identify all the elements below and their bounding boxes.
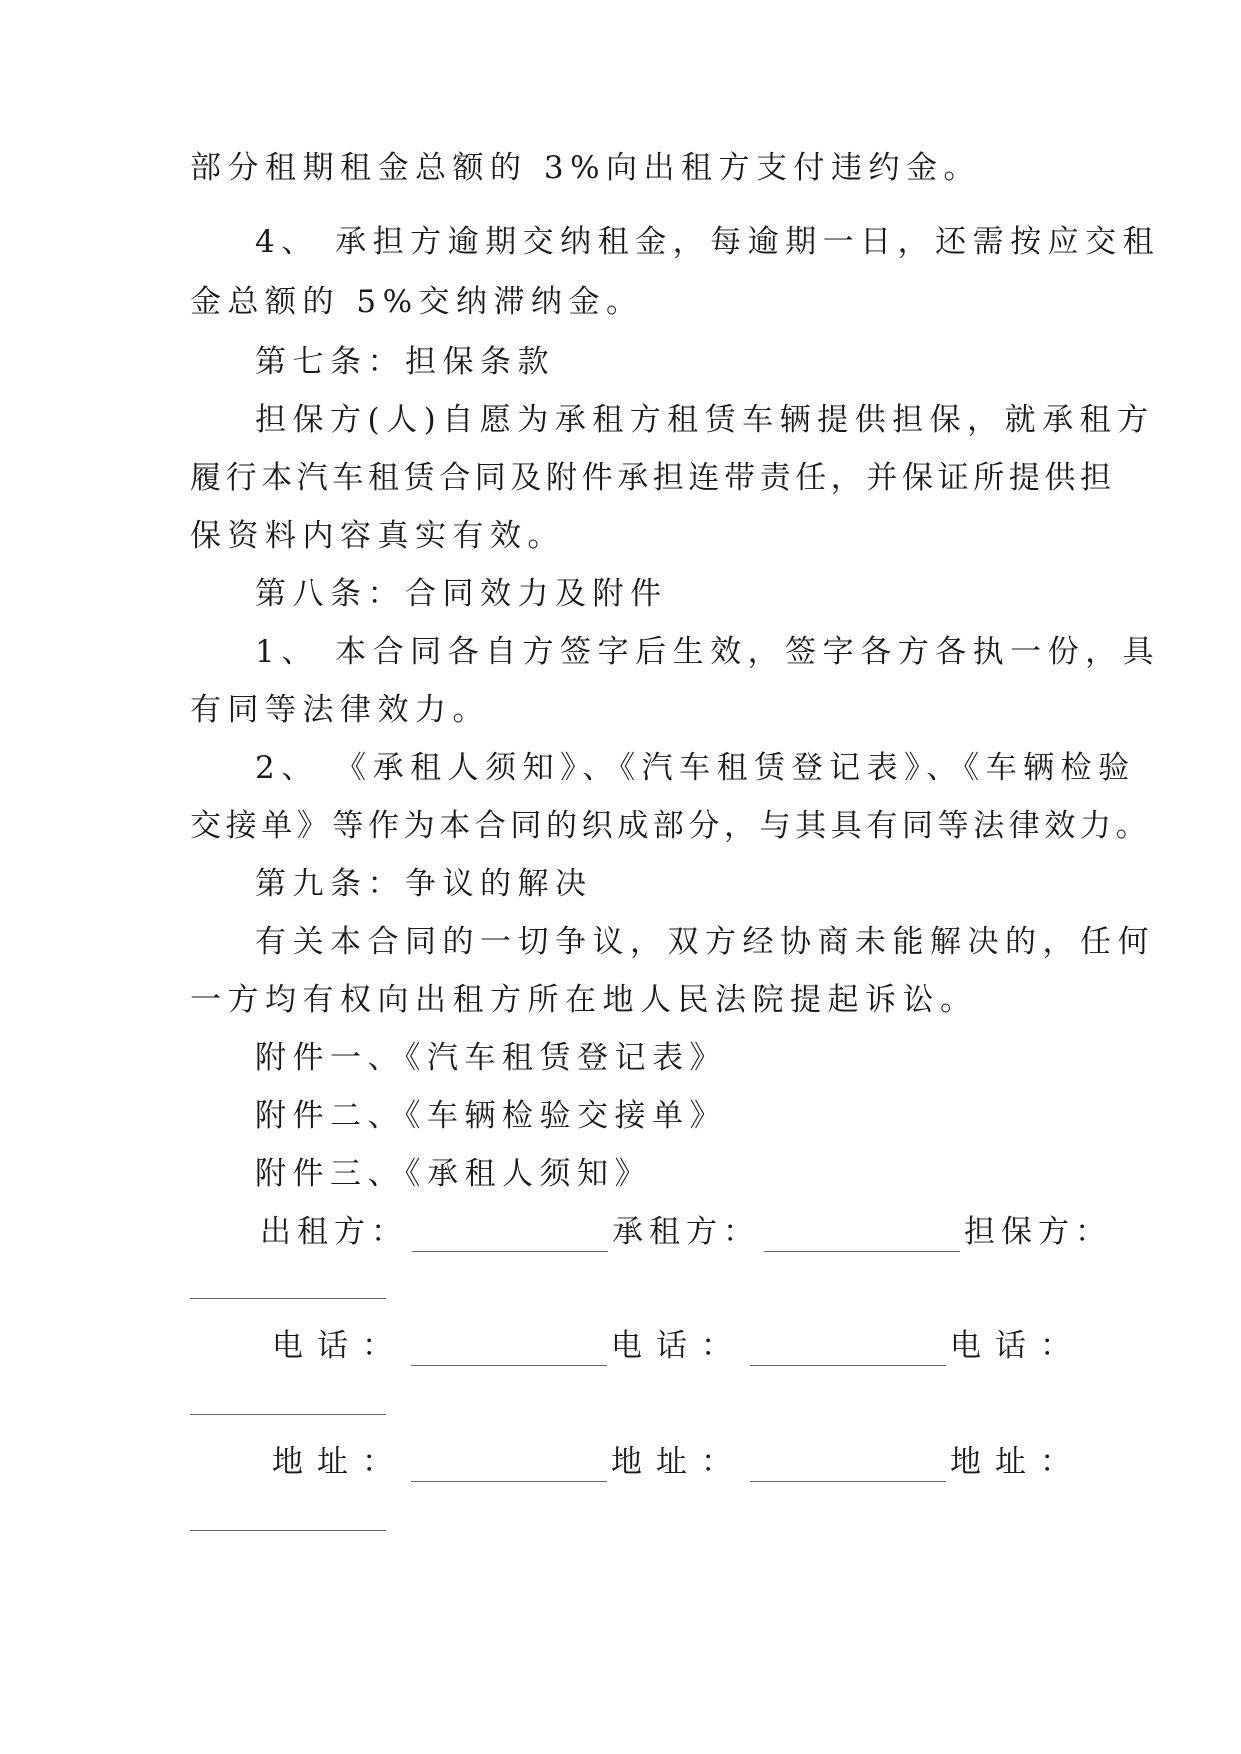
lessee-address-blank	[750, 1451, 946, 1482]
lessor-address-blank	[411, 1451, 607, 1482]
paragraph-line: 一方均有权向出租方所在地人民法院提起诉讼。	[190, 982, 978, 1018]
paragraph-line: 有同等法律效力。	[190, 692, 490, 728]
lessee-blank	[764, 1221, 960, 1252]
lessee-address-label: 地址：	[611, 1444, 746, 1480]
lessor-phone-label: 电话：	[272, 1328, 407, 1364]
lessor-label: 出租方：	[260, 1214, 408, 1250]
paragraph-line: 担保方(人)自愿为承租方租赁车辆提供担保，就承租方	[255, 402, 1155, 438]
lessor-address-label: 地址：	[272, 1444, 407, 1480]
signature-row-address	[272, 1442, 1085, 1482]
attachment-item: 附件一、《汽车租赁登记表》	[255, 1040, 727, 1076]
paragraph-line: 有关本合同的一切争议，双方经协商未能解决的，任何	[255, 924, 1155, 960]
paragraph-line: 部分租期租金总额的 3%向出租方支付违约金。	[190, 150, 982, 186]
attachment-item: 附件三、《承租人须知》	[255, 1156, 652, 1192]
paragraph-line: 保资料内容真实有效。	[190, 518, 565, 554]
attachment-item: 附件二、《车辆检验交接单》	[255, 1098, 727, 1134]
paragraph-line: 4、 承担方逾期交纳租金，每逾期一日，还需按应交租	[255, 224, 1161, 260]
paragraph-line: 2、 《承租人须知》、《汽车租赁登记表》、《车辆检验	[255, 750, 1136, 786]
guarantor-address-label: 地址：	[950, 1444, 1085, 1480]
section-heading: 第九条：争议的解决	[255, 866, 593, 902]
paragraph-line: 1、 本合同各自方签字后生效，签字各方各执一份，具	[255, 634, 1161, 670]
guarantor-phone-label: 电话：	[950, 1328, 1085, 1364]
paragraph-line: 金总额的 5%交纳滞纳金。	[190, 284, 644, 320]
paragraph-line: 履行本汽车租赁合同及附件承担连带责任，并保证所提供担	[190, 460, 1116, 496]
guarantor-phone-blank	[190, 1414, 386, 1415]
lessor-phone-blank	[411, 1335, 607, 1366]
lessee-label: 承租方：	[612, 1214, 760, 1250]
guarantor-blank	[190, 1298, 386, 1299]
lessee-phone-label: 电话：	[611, 1328, 746, 1364]
paragraph-line: 交接单》等作为本合同的织成部分，与其具有同等法律效力。	[190, 808, 1152, 844]
signature-row-parties	[260, 1212, 1112, 1252]
lessor-blank	[412, 1221, 608, 1252]
section-heading: 第八条：合同效力及附件	[255, 576, 668, 612]
lessee-phone-blank	[750, 1335, 946, 1366]
guarantor-label: 担保方：	[964, 1214, 1112, 1250]
guarantor-address-blank	[190, 1530, 386, 1531]
section-heading: 第七条：担保条款	[255, 344, 555, 380]
signature-row-phone	[272, 1326, 1085, 1366]
